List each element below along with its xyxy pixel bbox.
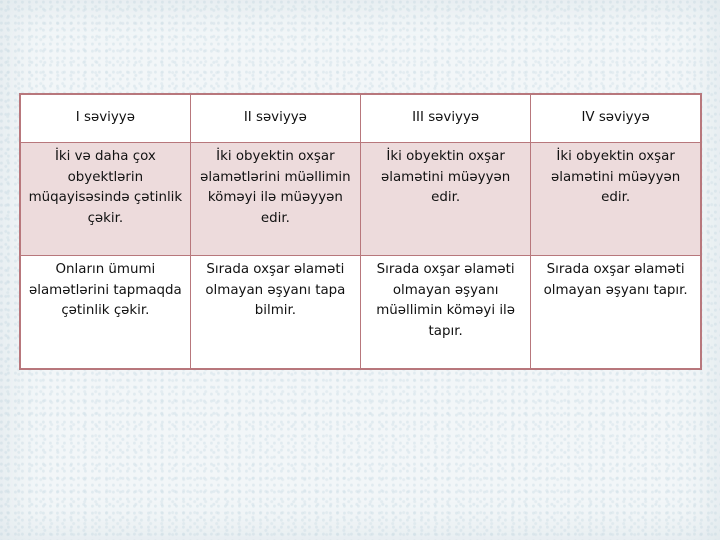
header-level-3: III səviyyə: [361, 94, 531, 143]
table-cell: Sırada oxşar əlaməti olmayan əşyanı müəllimin köməyi ilə tapır.: [361, 256, 531, 370]
table-cell: İki obyektin oxşar əlamətlərini müəllimin köməyi ilə müəyyən edir.: [190, 143, 360, 256]
table-row: [20, 143, 701, 256]
table-header-row: [20, 94, 701, 143]
table-row: [20, 256, 701, 370]
table-cell: Sırada oxşar əlaməti olmayan əşyanı tapır.: [531, 256, 701, 370]
header-level-1: I səviyyə: [20, 94, 190, 143]
table-cell: İki obyektin oxşar əlamətini müəyyən edir.: [531, 143, 701, 256]
table-cell: Sırada oxşar əlaməti olmayan əşyanı tapa bilmir.: [190, 256, 360, 370]
table-cell: İki obyektin oxşar əlamətini müəyyən edir.: [361, 143, 531, 256]
table-cell: İki və daha çox obyektlərin müqayisəsində çətinlik çəkir.: [20, 143, 190, 256]
levels-table: [19, 93, 702, 370]
header-level-2: II səviyyə: [190, 94, 360, 143]
header-level-4: IV səviyyə: [531, 94, 701, 143]
table-cell: Onların ümumi əlamətlərini tapmaqda çətinlik çəkir.: [20, 256, 190, 370]
